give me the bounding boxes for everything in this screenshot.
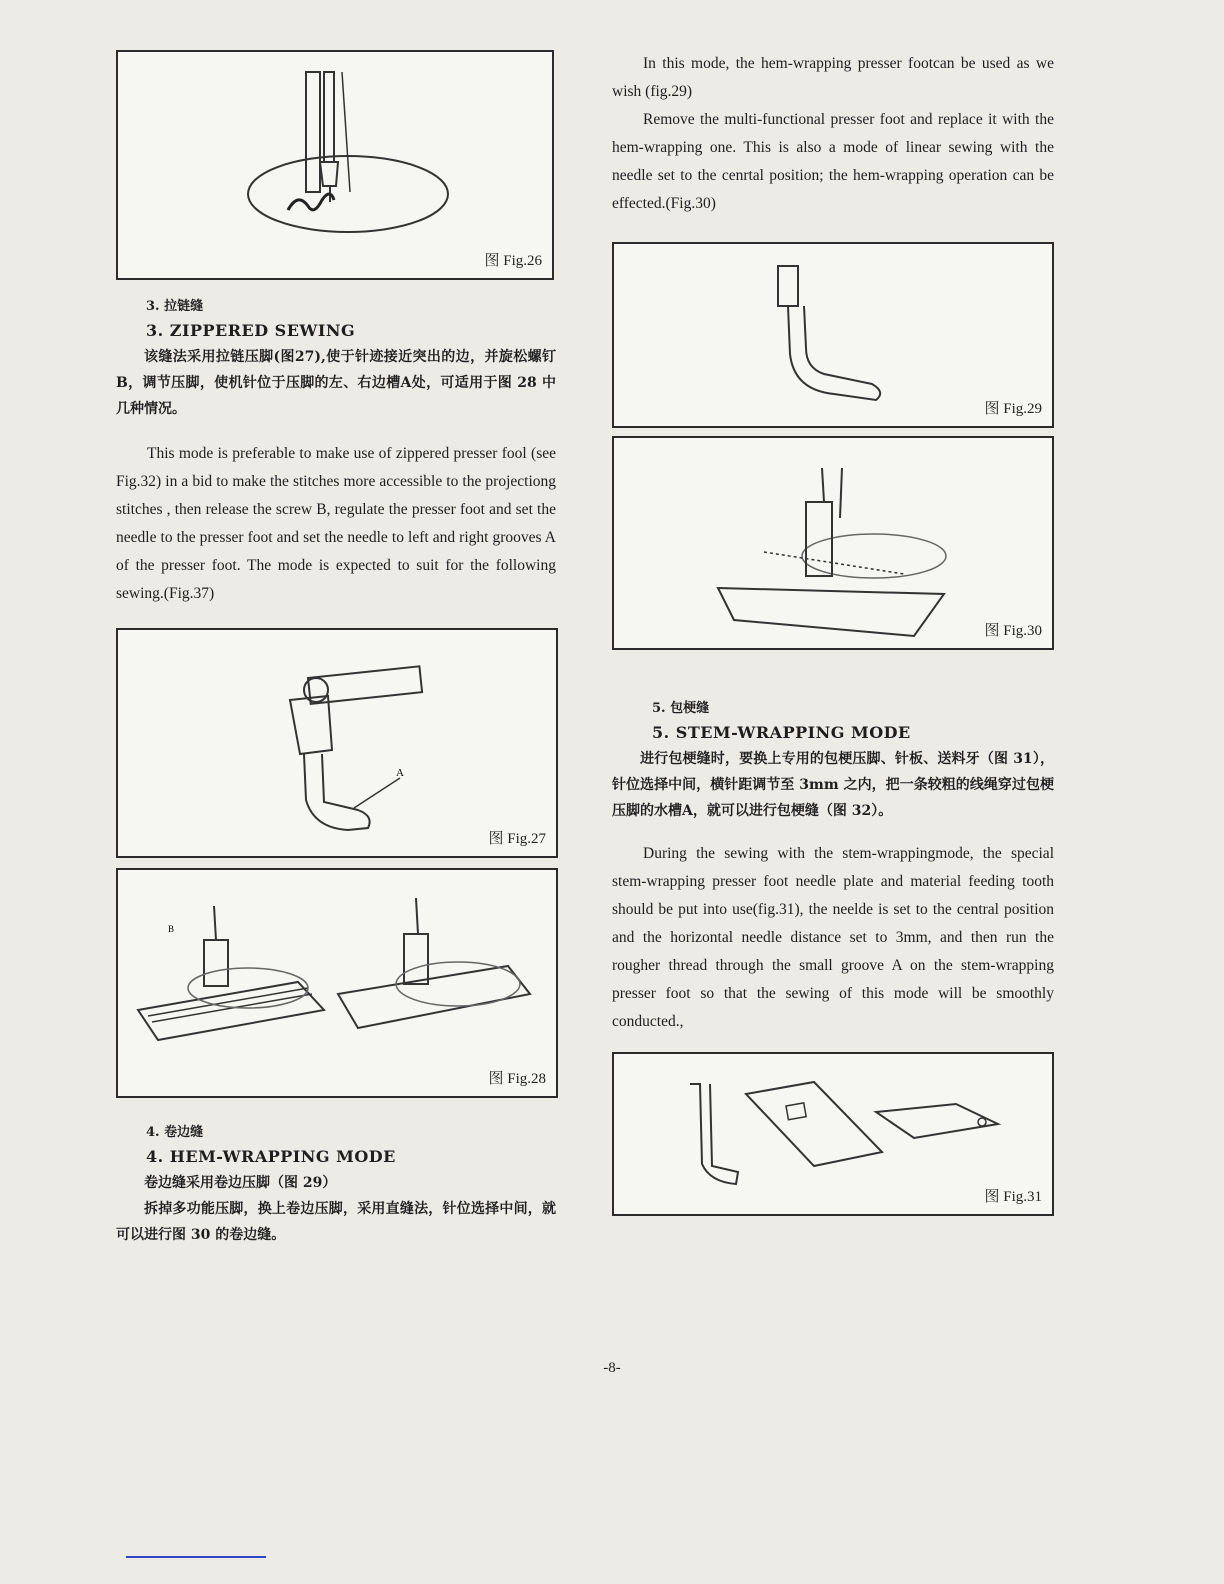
section-3-title-en: 3. ZIPPERED SEWING xyxy=(146,321,356,340)
figure-28-label: 图 Fig.28 xyxy=(488,1071,546,1087)
figure-30-illustration xyxy=(614,438,1052,648)
figure-31-label: 图 Fig.31 xyxy=(984,1189,1042,1205)
figure-27-marker-a: A xyxy=(396,767,404,779)
section-4-paragraph-zh-1: 卷边缝采用卷边压脚（图 29） xyxy=(144,1175,337,1191)
figure-30 xyxy=(612,436,1054,650)
figure-26-label: 图 Fig.26 xyxy=(484,253,542,269)
figure-27-label: 图 Fig.27 xyxy=(488,831,546,847)
section-4-title-zh: 4. 卷边缝 xyxy=(146,1125,204,1140)
figure-26-illustration xyxy=(118,52,552,278)
figure-28-illustration xyxy=(118,870,556,1096)
page-number: -8- xyxy=(603,1360,621,1376)
section-3-paragraph-zh: 该缝法采用拉链压脚(图27),使于针迹接近突出的边，并旋松螺钉B，调节压脚，使机针位于压脚的左、右边槽A处，可适用于图 28 中几种情况。 xyxy=(116,349,556,417)
figure-28-marker-b: B xyxy=(168,924,175,934)
figure-31 xyxy=(612,1052,1054,1216)
figure-26 xyxy=(116,50,554,280)
section-3-paragraph-en: This mode is preferable to make use of zippered presser fool (see Fig.32) in a bid to make the stitches more accessible to the projectiong stitches , then release the screw B, regulate the presser foot and set the needle to the presser foot and set the needle to left and right grooves A of the presser foot. The mode is expected to suit for the following sewing.(Fig.37) xyxy=(116,445,556,602)
figure-30-label: 图 Fig.30 xyxy=(984,623,1042,639)
section-4-paragraph-zh-2: 拆掉多功能压脚，换上卷边压脚，采用直缝法，针位选择中间，就可以进行图 30 的卷边缝。 xyxy=(116,1201,556,1243)
figure-27-illustration xyxy=(118,630,556,856)
section-5-paragraph-zh: 进行包梗缝时，要换上专用的包梗压脚、针板、送料牙（图 31），针位选择中间，横针距调节至 3mm 之内，把一条较粗的线绳穿过包梗压脚的水槽A，就可以进行包梗缝（图 32）。 xyxy=(612,751,1054,819)
left-column xyxy=(116,50,556,1248)
intro-paragraph-1: In this mode, the hem-wrapping presser footcan be used as we wish (fig.29) xyxy=(612,55,1054,100)
figure-27 xyxy=(116,628,558,858)
section-4-title-en: 4. HEM-WRAPPING MODE xyxy=(146,1147,396,1166)
section-5-paragraph-en: During the sewing with the stem-wrappingmode, the special stem-wrapping presser foot needle plate and material feeding tooth should be put into use(fig.31), the neelde is set to the central position and the horizontal needle distance set to 3mm, and then run the rougher thread through the small groove A on the stem-wrapping presser foot so that the sewing of this mode will be smoothly conducted., xyxy=(612,845,1054,1030)
bottom-edge-mark xyxy=(126,1556,266,1558)
section-5-title-en: 5. STEM-WRAPPING MODE xyxy=(652,723,911,742)
figure-29 xyxy=(612,242,1054,428)
intro-paragraph-2: Remove the multi-functional presser foot and replace it with the hem-wrapping one. This is also a mode of linear sewing with the needle set to the cenrtal position; the hem-wrapping operation can be effected.(Fig.30) xyxy=(612,111,1054,212)
figure-28 xyxy=(116,868,558,1098)
section-3-title-zh: 3. 拉链缝 xyxy=(146,299,204,314)
section-5-title-zh: 5. 包梗缝 xyxy=(652,701,710,716)
right-column xyxy=(612,50,1054,1216)
figure-29-label: 图 Fig.29 xyxy=(984,401,1042,417)
